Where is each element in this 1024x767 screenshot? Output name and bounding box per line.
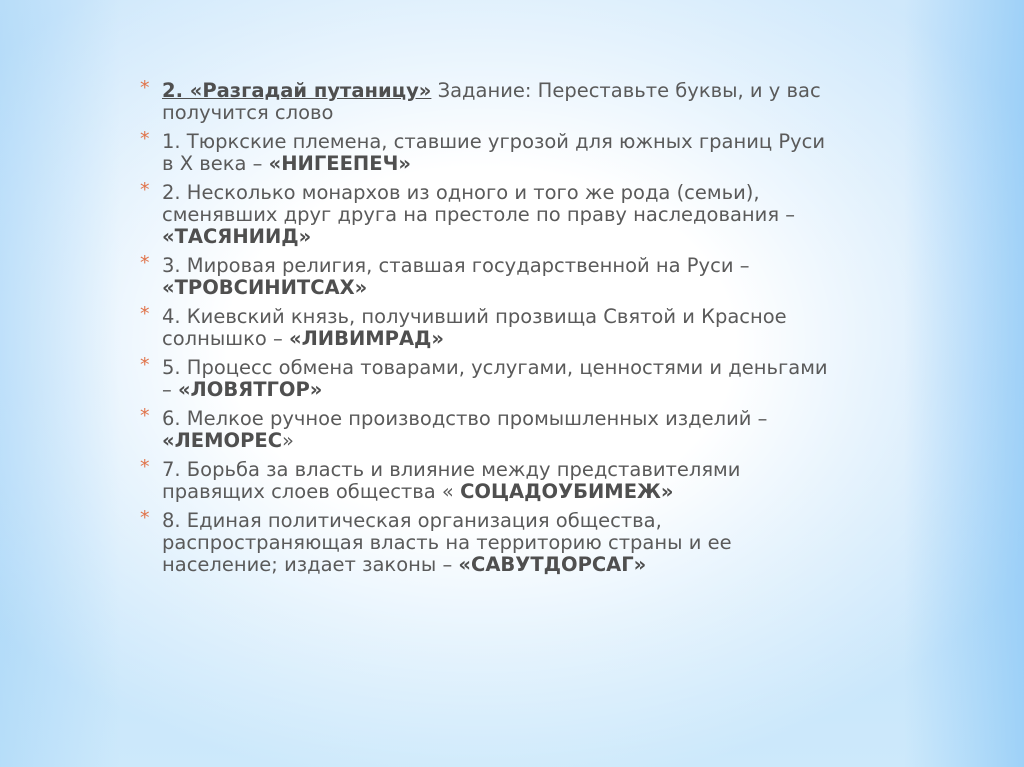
- scrambled-word: «ЛИВИМРАД»: [288, 327, 445, 350]
- list-item: [140, 179, 830, 248]
- item-suffix: »: [282, 429, 294, 452]
- slide-content: [140, 77, 830, 583]
- item-text: 3. Мировая религия, ставшая государственной на Руси –: [162, 254, 750, 277]
- item-text: 4. Киевский князь, получивший прозвища Святой и Красное солнышко –: [162, 305, 787, 350]
- list-item: [140, 507, 830, 576]
- item-text: 2. Несколько монархов из одного и того же рода (семьи), сменявших друг друга на престоле по праву наследования –: [162, 181, 796, 226]
- item-text: 6. Мелкое ручное производство промышленных изделий –: [162, 407, 768, 430]
- scrambled-word: «ЛОВЯТГОР»: [177, 378, 323, 401]
- list-item: [140, 303, 830, 350]
- scrambled-word: СОЦАДОУБИМЕЖ»: [460, 480, 674, 503]
- item-text: 5. Процесс обмена товарами, услугами, ценностями и деньгами –: [162, 356, 828, 401]
- background-edge-right: [904, 0, 1024, 767]
- scrambled-word: «ТРОВСИНИТСАХ»: [162, 276, 368, 299]
- asterisk-bullet-icon: *: [140, 252, 150, 274]
- list-item: [140, 405, 830, 452]
- heading-bullet: [140, 77, 830, 124]
- asterisk-bullet-icon: *: [140, 128, 150, 150]
- background-edge-left: [0, 0, 120, 767]
- task-description: Задание: Переставьте буквы, и у вас получится слово: [162, 79, 821, 124]
- asterisk-bullet-icon: *: [140, 77, 150, 99]
- item-text: 8. Единая политическая организация общества, распространяющая власть на территорию страны и ее население; издает законы –: [162, 509, 732, 576]
- scrambled-word: «САВУТДОРСАГ»: [458, 553, 647, 576]
- item-text: 1. Тюркские племена, ставшие угрозой для южных границ Руси в X века –: [162, 130, 826, 175]
- item-text: 7. Борьба за власть и влияние между представителями правящих слоев общества «: [162, 458, 741, 503]
- asterisk-bullet-icon: *: [140, 179, 150, 201]
- list-item: [140, 252, 830, 299]
- scrambled-word: «ЛЕМОРЕС: [162, 429, 283, 452]
- asterisk-bullet-icon: *: [140, 354, 150, 376]
- task-title: 2. «Разгадай путаницу»: [162, 79, 432, 102]
- list-item: [140, 128, 830, 175]
- list-item: [140, 456, 830, 503]
- scrambled-word: «НИГЕЕПЕЧ»: [268, 152, 411, 175]
- asterisk-bullet-icon: *: [140, 456, 150, 478]
- scrambled-word: «ТАСЯНИИД»: [162, 225, 312, 248]
- asterisk-bullet-icon: *: [140, 303, 150, 325]
- list-item: [140, 354, 830, 401]
- asterisk-bullet-icon: *: [140, 507, 150, 529]
- asterisk-bullet-icon: *: [140, 405, 150, 427]
